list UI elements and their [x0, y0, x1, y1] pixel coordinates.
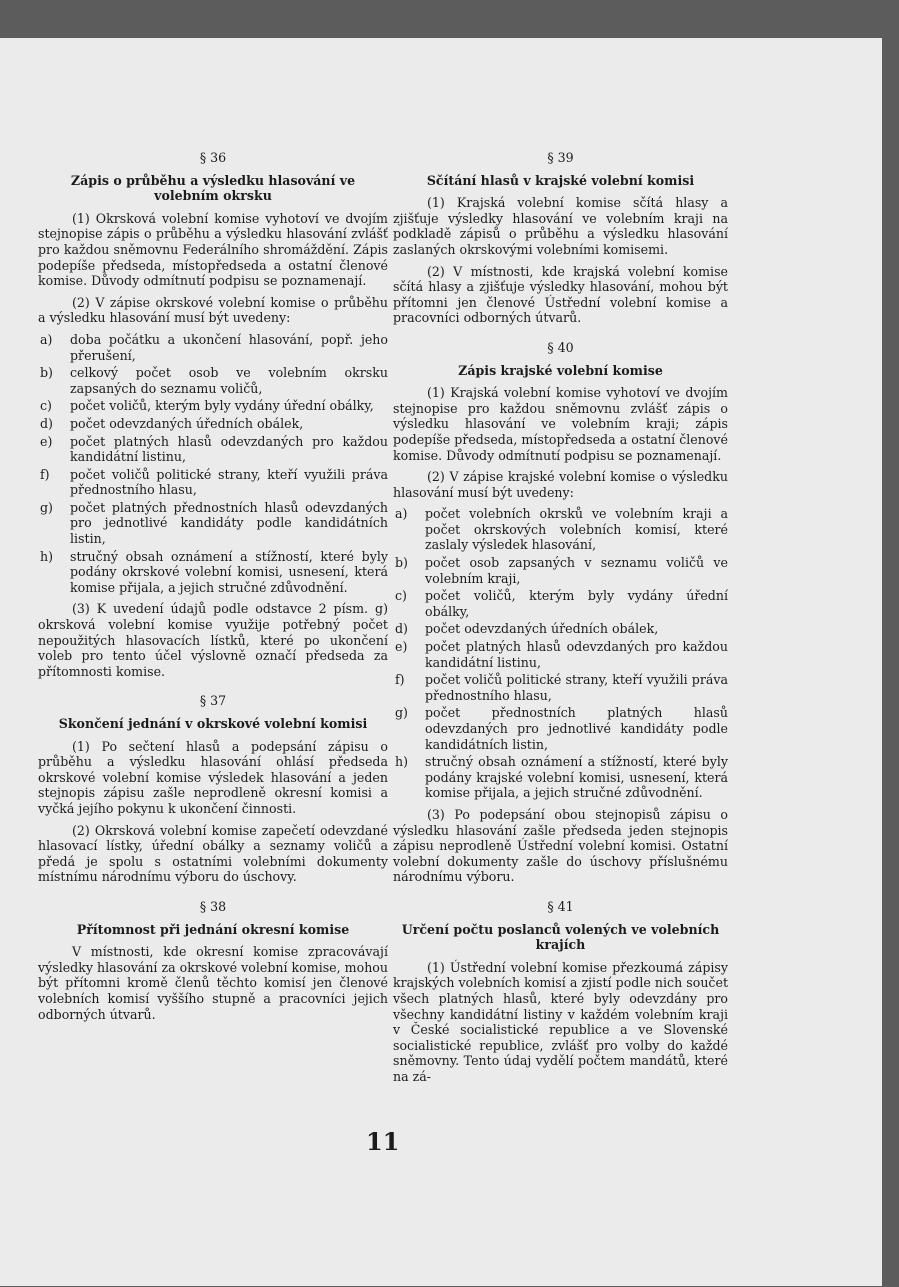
section-heading: Skončení jednání v okrskové volební komisi	[58, 716, 368, 731]
item-marker: h)	[40, 548, 54, 564]
item-text: počet voličů politické strany, kteří využili práva přednostního hlasu,	[425, 672, 728, 703]
section-heading: Určení počtu poslanců volených ve volebních krajích	[401, 921, 720, 953]
list-item	[393, 672, 728, 703]
list-item	[393, 754, 728, 801]
paragraph: (3) K uvedení údajů podle odstavce 2 písm. g) okrsková volební komise využije potřebný počet nepoužitých hlasovacích lístků, které po ukončení voleb pro tento účel výslovně označí předseda za přítomnosti komise.	[38, 601, 388, 679]
list-item	[393, 639, 728, 670]
list-item	[393, 705, 728, 752]
paragraph: (2) V zápise krajské volební komise o výsledku hlasování musí být uvedeny:	[393, 469, 728, 500]
item-marker: e)	[40, 433, 53, 449]
section-heading: Přítomnost při jednání okresní komise	[76, 921, 350, 937]
list-item	[38, 467, 388, 498]
list-item	[38, 434, 388, 465]
item-marker: g)	[395, 705, 408, 721]
item-marker: d)	[40, 415, 53, 431]
item-marker: a)	[40, 331, 53, 347]
section-heading: Zápis krajské volební komise	[458, 362, 663, 378]
paragraph: V místnosti, kde okresní komise zpracovávají výsledky hlasování za okrskové volební komise, mohou být přítomni kromě členů těchto komisí jen členové volebních komisí vyššího stupně a pracovníci jejich odborných útvarů.	[38, 944, 388, 1022]
paragraph: (1) Krajská volební komise sčítá hlasy a zjišťuje výsledky hlasování ve volebním kraji na podkladě zápisů o průběhu a výsledku hlasování zaslaných okrskovými volebními komisemi.	[393, 195, 728, 257]
item-text: počet voličů politické strany, kteří využili práva přednostního hlasu,	[70, 466, 388, 498]
page-number: 11	[366, 1127, 400, 1156]
item-text: počet odevzdaných úředních obálek,	[425, 621, 659, 637]
item-marker: d)	[395, 621, 408, 637]
paragraph: (2) Okrsková volební komise zapečetí odevzdané hlasovací lístky, úřední obálky a seznamy voličů a předá je spolu s ostatními volebními dokumenty místnímu národnímu výboru do úschovy.	[38, 822, 388, 885]
list-item	[38, 365, 388, 396]
item-list	[393, 506, 728, 801]
list-item	[38, 332, 388, 363]
item-text: počet platných přednostních hlasů odevzdaných pro jednotlivé kandidáty podle kandidátních listin,	[70, 499, 388, 547]
paragraph: (2) V zápise okrskové volební komise o průběhu a výsledku hlasování musí být uvedeny:	[38, 294, 388, 326]
section-number: § 41	[547, 898, 574, 914]
item-marker: g)	[40, 499, 53, 515]
item-marker: e)	[395, 639, 408, 655]
item-text: celkový počet osob ve volebním okrsku zapsaných do seznamu voličů,	[70, 365, 388, 396]
item-text: počet odevzdaných úředních obálek,	[70, 415, 304, 431]
item-text: počet osob zapsaných v seznamu voličů ve volebním kraji,	[425, 555, 728, 586]
list-item	[393, 555, 728, 586]
item-marker: f)	[395, 672, 405, 688]
item-marker: b)	[395, 555, 408, 571]
section-number: § 40	[547, 339, 574, 355]
item-marker: b)	[40, 365, 53, 381]
item-text: počet přednostních platných hlasů odevzdaných pro jednotlivé kandidáty podle kandidátních listin,	[425, 705, 728, 752]
section-heading: Sčítání hlasů v krajské volební komisi	[426, 172, 695, 188]
list-item	[38, 500, 388, 547]
left-column	[38, 150, 388, 1028]
paragraph: (1) Okrsková volební komise vyhotoví ve dvojím stejnopise zápis o průběhu a výsledku hlasování zvlášť pro každou sněmovnu Federálního shromáždění. Zápis podepíše předseda, místopředseda a ostatní členové komise. Důvody odmítnutí podpisu se poznamenají.	[38, 210, 388, 289]
list-item	[393, 621, 728, 637]
item-marker: f)	[40, 466, 50, 482]
item-marker: h)	[395, 754, 409, 770]
section-number: § 36	[199, 150, 227, 165]
paragraph: (1) Ústřední volební komise přezkoumá zápisy krajských volebních komisí a zjistí podle nich součet všech platných hlasů, které byly odevzdány pro všechny kandidátní listiny v každém volebním kraji v České socialistické republice a ve Slovenské socialistické republice, zvlášť pro volby do každé sněmovny. Tento údaj vydělí počtem mandátů, které na zá-	[393, 959, 728, 1084]
section-heading: Zápis o průběhu a výsledku hlasování ve volebním okrsku	[70, 172, 356, 204]
section-number: § 38	[199, 898, 227, 914]
section-number: § 37	[199, 693, 227, 709]
item-text: počet platných hlasů odevzdaných pro každou kandidátní listinu,	[70, 433, 388, 465]
list-item	[38, 416, 388, 432]
paragraph: (1) Krajská volební komise vyhotoví ve dvojím stejnopise pro každou sněmovnu zvlášť zápis o výsledku hlasování ve volebním kraji; zápis podepíše předseda, místopředseda a ostatní členové komise. Důvody odmítnutí podpisu se poznamenají.	[393, 385, 728, 463]
item-text: počet platných hlasů odevzdaných pro každou kandidátní listinu,	[425, 639, 728, 670]
document-page	[0, 38, 882, 1286]
item-text: počet voličů, kterým byly vydány úřední obálky,	[70, 398, 374, 414]
list-item	[393, 588, 728, 619]
list-item	[38, 549, 388, 596]
item-marker: c)	[40, 398, 52, 414]
item-text: počet volebních okrsků ve volebním kraji a počet okrskových volebních komisí, které zaslaly výsledek hlasování,	[425, 506, 728, 553]
item-text: stručný obsah oznámení a stížností, které byly podány krajské volební komisi, usnesení, která komise přijala, a jejich stručné zdůvodnění.	[425, 754, 728, 801]
list-item	[38, 398, 388, 414]
item-marker: c)	[395, 588, 407, 604]
right-column	[393, 150, 728, 1090]
item-text: stručný obsah oznámení a stížností, které byly podány okrskové volební komisi, usnesení, která komise přijala, a jejich stručné zdůvodnění.	[70, 548, 388, 595]
item-list	[38, 332, 388, 596]
paragraph: (3) Po podepsání obou stejnopisů zápisu o výsledku hlasování zašle předseda jeden stejnopis zápisu neprodleně Ústřední volební komisi. Ostatní volební dokumenty zašle do úschovy příslušnému národnímu výboru.	[393, 806, 728, 885]
item-text: doba počátku a ukončení hlasování, popř. jeho přerušení,	[70, 331, 388, 363]
paragraph: (2) V místnosti, kde krajská volební komise sčítá hlasy a zjišťuje výsledky hlasování, mohou být přítomni jen členové Ústřední volební komise a pracovníci odborných útvarů.	[393, 263, 728, 326]
list-item	[393, 506, 728, 553]
item-text: počet voličů, kterým byly vydány úřední obálky,	[425, 588, 728, 619]
item-marker: a)	[395, 506, 408, 522]
section-number: § 39	[547, 150, 574, 165]
paragraph: (1) Po sečtení hlasů a podepsání zápisu o průběhu a výsledku hlasování ohlásí předseda okrskové volební komise výsledek hlasování a jeden stejnopis zápisu zašle neprodleně okresní komisi a vyčká jejího pokynu k ukončení činnosti.	[38, 738, 388, 816]
